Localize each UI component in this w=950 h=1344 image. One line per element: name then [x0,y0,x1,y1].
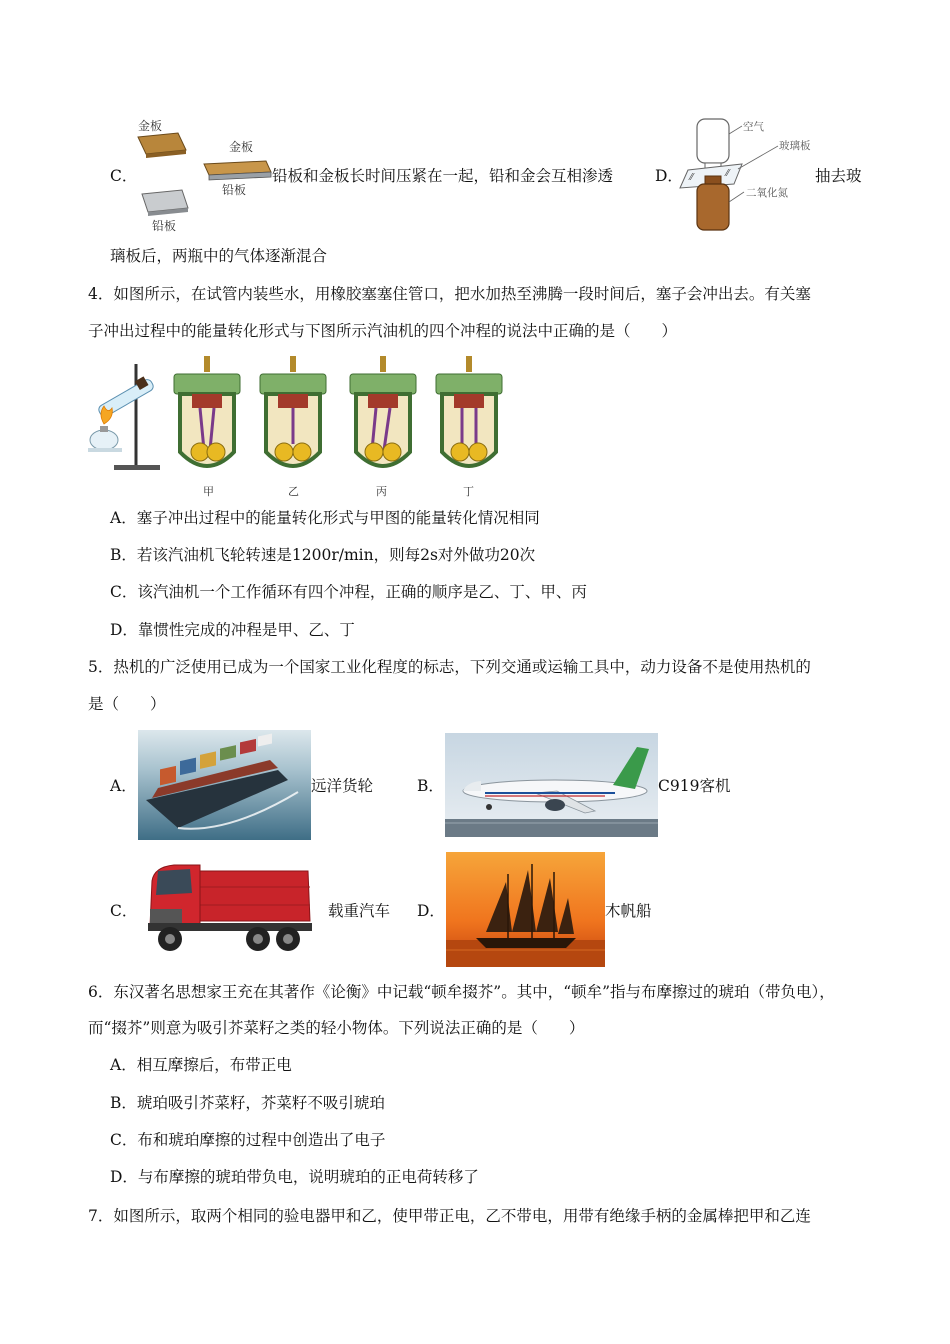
q3-option-d-label: D． [655,167,683,185]
q3-option-c-text: 铅板和金板长时间压紧在一起，铅和金会互相渗透 [272,167,614,185]
four-stroke-engine-figure [170,352,504,480]
engine-caption-yi: 乙 [288,485,299,498]
q4-option-a: A．塞子冲出过程中的能量转化形式与甲图的能量转化情况相同 [110,509,540,527]
q7-stem-line1: 7．如图所示，取两个相同的验电器甲和乙，使甲带正电，乙不带电，用带有绝缘手柄的金属棒把甲和乙连 [88,1207,811,1225]
q4-stem-line1: 4．如图所示，在试管内装些水，用橡胶塞塞住管口，把水加热至沸腾一段时间后，塞子会冲出去。有关塞 [88,285,811,303]
q5-option-d-label: D． [417,902,445,920]
q5-stem-line1: 5．热机的广泛使用已成为一个国家工业化程度的标志，下列交通或运输工具中，动力设备不是使用热机的 [88,658,811,676]
q4-stem-line2: 子冲出过程中的能量转化形式与下图所示汽油机的四个冲程的说法中正确的是（ ） [88,322,678,340]
q6-option-c: C．布和琥珀摩擦的过程中创造出了电子 [110,1131,386,1149]
q4-option-b: B．若该汽油机飞轮转速是1200r/min，则每2s对外做功20次 [110,546,536,564]
gold-plate-label-1: 金板 [138,119,163,133]
q5-option-d-text: 木帆船 [605,902,652,920]
wooden-sailboat-image [446,852,605,967]
q5-stem-line2: 是（ ） [88,695,166,713]
q5-option-a-text: 远洋货轮 [311,777,374,795]
dump-truck-image [140,857,318,957]
svg-text:⁄⁄: ⁄⁄ [726,169,730,179]
engine-stroke-ding [436,356,502,466]
engine-caption-jia: 甲 [203,485,214,498]
lead-plate-label-2: 铅板 [152,219,177,233]
lead-plate-label-1: 铅板 [222,183,247,197]
air-label: 空气 [743,121,764,133]
q5-option-a-label: A． [110,777,137,795]
q4-option-d: D．靠惯性完成的冲程是甲、乙、丁 [110,621,355,639]
engine-stroke-yi [260,356,326,466]
q5-option-c-text: 载重汽车 [328,902,391,920]
glass-plate-label: 玻璃板 [779,140,811,152]
gold-plate-label-2: 金板 [229,140,254,154]
q6-option-d: D．与布摩擦的琥珀带负电，说明琥珀的正电荷转移了 [110,1168,479,1186]
q3-option-c-label: C． [110,167,138,185]
q5-option-b-label: B． [417,777,444,795]
q6-option-a: A．相互摩擦后，布带正电 [110,1056,292,1074]
engine-caption-bing: 丙 [376,485,387,498]
q6-stem-line1: 6．东汉著名思想家王充在其著作《论衡》中记载“顿牟掇芥”。其中，“顿牟”指与布摩擦过的琥珀（带负电）， [88,983,835,1001]
cargo-ship-image [138,730,311,840]
q3-option-d-text-a: 抽去玻 [815,167,862,185]
q3-option-d-text-b: 璃板后，两瓶中的气体逐渐混合 [110,247,328,265]
q6-option-b: B．琥珀吸引芥菜籽，芥菜籽不吸引琥珀 [110,1094,385,1112]
q4-option-c: C．该汽油机一个工作循环有四个冲程，正确的顺序是乙、丁、甲、丙 [110,583,587,601]
q6-stem-line2: 而“掇芥”则意为吸引芥菜籽之类的轻小物体。下列说法正确的是（ ） [88,1019,585,1037]
engine-caption-ding: 丁 [463,485,474,498]
test-tube-heating-figure [86,362,160,472]
c919-airliner-image [445,733,658,837]
engine-stroke-bing [350,356,416,466]
no2-label: 二氧化氮 [746,187,788,199]
q5-option-b-text: C919客机 [658,777,731,795]
svg-text:⁄⁄: ⁄⁄ [690,173,694,183]
engine-stroke-jia [174,356,240,466]
q5-option-c-label: C． [110,902,138,920]
